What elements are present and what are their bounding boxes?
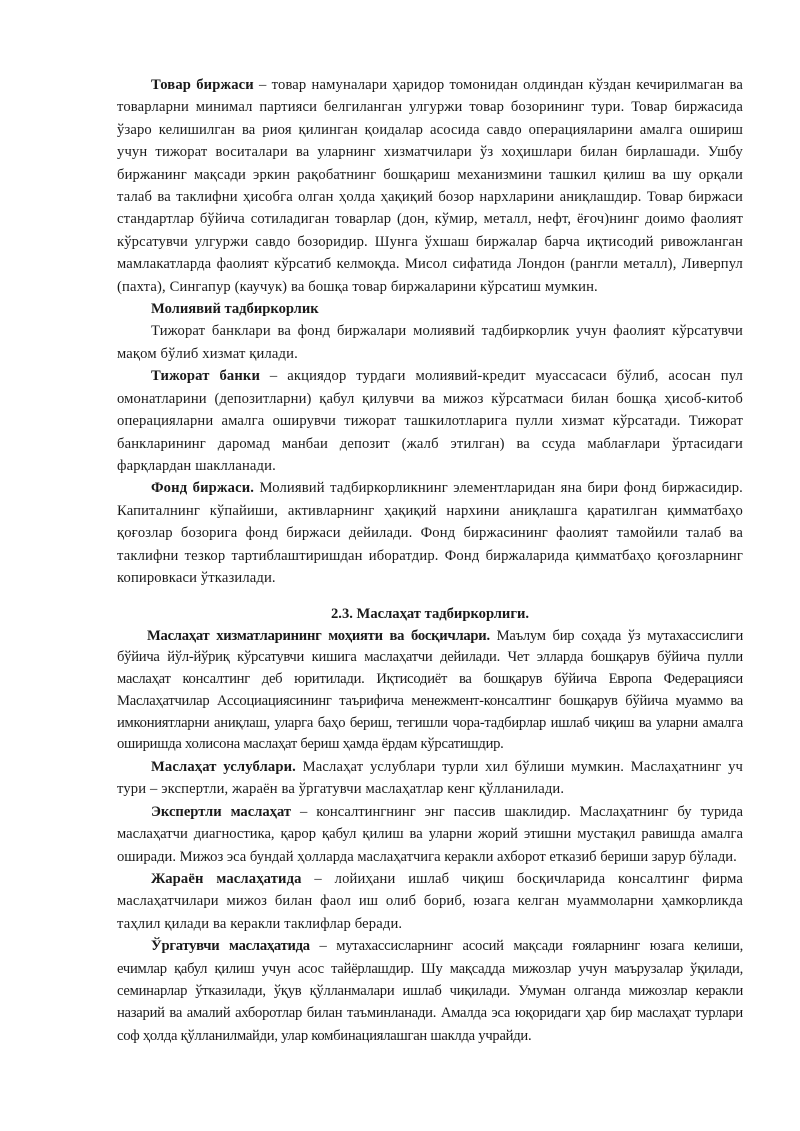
paragraph-text: Молиявий тадбиркорликнинг элементларидан яна бири фонд биржасидир. Капиталнинг кўпайиши, активларнинг ҳақиқий нархини аниқлашга қаратилган қимматбаҳо қоғозлар бозорига фонд биржаси дейилади. Фонд биржасининг фаолият тамойили талаб ва таклифни тезкор тартиблаштиришдан иборатдир. Фонд биржаларида қимматбаҳо қоғозларнинг копировкаси ўтказилади. (117, 480, 743, 586)
term-process-consulting: Жараён маслаҳатида (151, 871, 302, 887)
term-commercial-bank: Тижорат банки (151, 368, 261, 385)
paragraph-stock-exchange (117, 477, 743, 589)
paragraph-commodity-exchange (117, 74, 743, 298)
document-page (117, 74, 743, 1047)
paragraph-text: – консалтингнинг энг пассив шаклидир. Маслаҳатнинг бу турида маслаҳатчи диагностика, қарор қабул қилиш ва уларни жорий этишни мустақил равишда амалга оширади. Мижоз эса бундай ҳолларда маслаҳатчига керакли ахборот етказиб бериши зарур бўлади. (117, 803, 743, 865)
paragraph-text: – акциядор турдаги молиявий-кредит муассасаси бўлиб, асосан пул омонатларини (депозитларни) қабул қилувчи ва мижоз кўрсатмаси билан бошқа ҳисоб-китоб операцияларни амалга оширувчи тижорат ташкилотларига пулли хизмат кўрсатади. Тижорат банкларининг даромад манбаи депозит (жалб этилган) ва ссуда маблағлари ўртасидаги фарқлардан шаклланади. (117, 368, 743, 474)
term-training-consulting: Ўргатувчи маслаҳатида (151, 938, 310, 955)
term-consulting-essence: Маслаҳат хизматларининг моҳияти ва босқичлари. (147, 627, 490, 644)
paragraph-text: – товар намуналари ҳаридор томонидан олдиндан кўздан кечирилмаган ва товарларни минимал партияси белгиланган улгуржи товар бозорининг тури. Товар биржасида ўзаро келишилган ва риоя қилинган қоидалар асосида савдо операцияларини амалга ошириш учун тижорат воситалари ва уларнинг хизматчилари ўз хоҳишлари билан бирлашади. Ушбу биржанинг мақсади эркин рақобатнинг бошқариш механизмини ташкил қилиш ва шу орқали талаб ва таклифни ҳисобга олган ҳолда ҳақиқий бозор нархларини аниқлашдир. Товар биржаси стандартлар бўйича сотиладиган товарлар (дон, кўмир, металл, нефт, ёғоч)нинг доимо фаолият кўрсатувчи улгуржи савдо бозоридир. Шунга ўхшаш биржалар барча иқтисодий ривожланган мамлакатларда фаолият кўрсатиб келмоқда. Мисол сифатида Лондон (рангли металл), Ливерпул (пахта), Сингапур (каучук) ва бошқа товар биржаларини кўрсатиш мумкин. (117, 77, 743, 295)
paragraph-expert-consulting (117, 801, 743, 868)
term-expert-consulting: Экспертли маслаҳат (151, 803, 292, 820)
paragraph-training-consulting (117, 935, 743, 1047)
subheading-financial-entrepreneurship (117, 298, 743, 320)
subheading-text: Молиявий тадбиркорлик (151, 301, 319, 318)
paragraph-text: Маълум бир соҳада ўз мутахассислиги бўйича йўл-йўриқ кўрсатувчи кишига маслаҳатчи дейилади. Чет элларда бошқарув бўйича пулли маслаҳат консалтинг деб юритилади. Иқтисодиёт ва бошқарув бўйича Европа Федерацияси Маслаҳатчилар Ассоциациясининг таърифича менежмент-консалтинг бошқарув бўйича муаммо ва имкониятларни аниқлаш, уларга баҳо бериш, тегишли чора-тадбирлар ишлаб чиқиш ва уларни амалга оширишда холисона маслаҳат бериш ҳамда ёрдам кўрсатишдир. (117, 627, 743, 753)
paragraph-text: Тижорат банклари ва фонд биржалари молиявий тадбиркорлик учун фаолият кўрсатувчи мақом бўлиб хизмат қилади. (117, 323, 743, 362)
section-title: 2.3. Маслаҳат тадбиркорлиги. (331, 606, 529, 623)
paragraph-text: Маслаҳат услублари турли хил бўлиши мумкин. Маслаҳатнинг уч тури – экспертли, жараён ва ўргатувчи маслаҳатлар кенг қўлланилади. (117, 758, 744, 798)
term-stock-exchange: Фонд биржаси. (151, 480, 255, 497)
paragraph-consulting-essence (117, 626, 743, 756)
term-commodity-exchange: Товар биржаси (151, 77, 254, 93)
paragraph-consulting-methods (117, 756, 743, 801)
paragraph-financial-intro (117, 320, 743, 365)
paragraph-commercial-bank (117, 365, 743, 477)
paragraph-text: – лойиҳани ишлаб чиқиш босқичларида консалтинг фирма маслаҳатчилари мижоз билан фаол иш олиб бориб, юзага келган муаммоларни ҳамкорликда таҳлил қилади ва керакли таклифлар беради. (117, 871, 743, 932)
paragraph-text: – мутахассисларнинг асосий мақсади ғояларнинг юзага келиши, ечимлар қабул қилиш учун асос тайёрлашдир. Шу мақсадда мижозлар учун маърузалар ўқилади, семинарлар ўтказилади, ўқув қўлланмалари ишлаб чиқилади. Умуман олганда мижозлар керакли назарий ва амалий ахборотлар билан таъминланади. Амалда эса юқоридаги ҳар бир маслаҳат турлари соф ҳолда қўлланилмайди, улар комбинациялашган шаклда учрайди. (117, 938, 743, 1044)
paragraph-process-consulting (117, 868, 743, 935)
term-consulting-methods: Маслаҳат услублари. (151, 758, 296, 775)
